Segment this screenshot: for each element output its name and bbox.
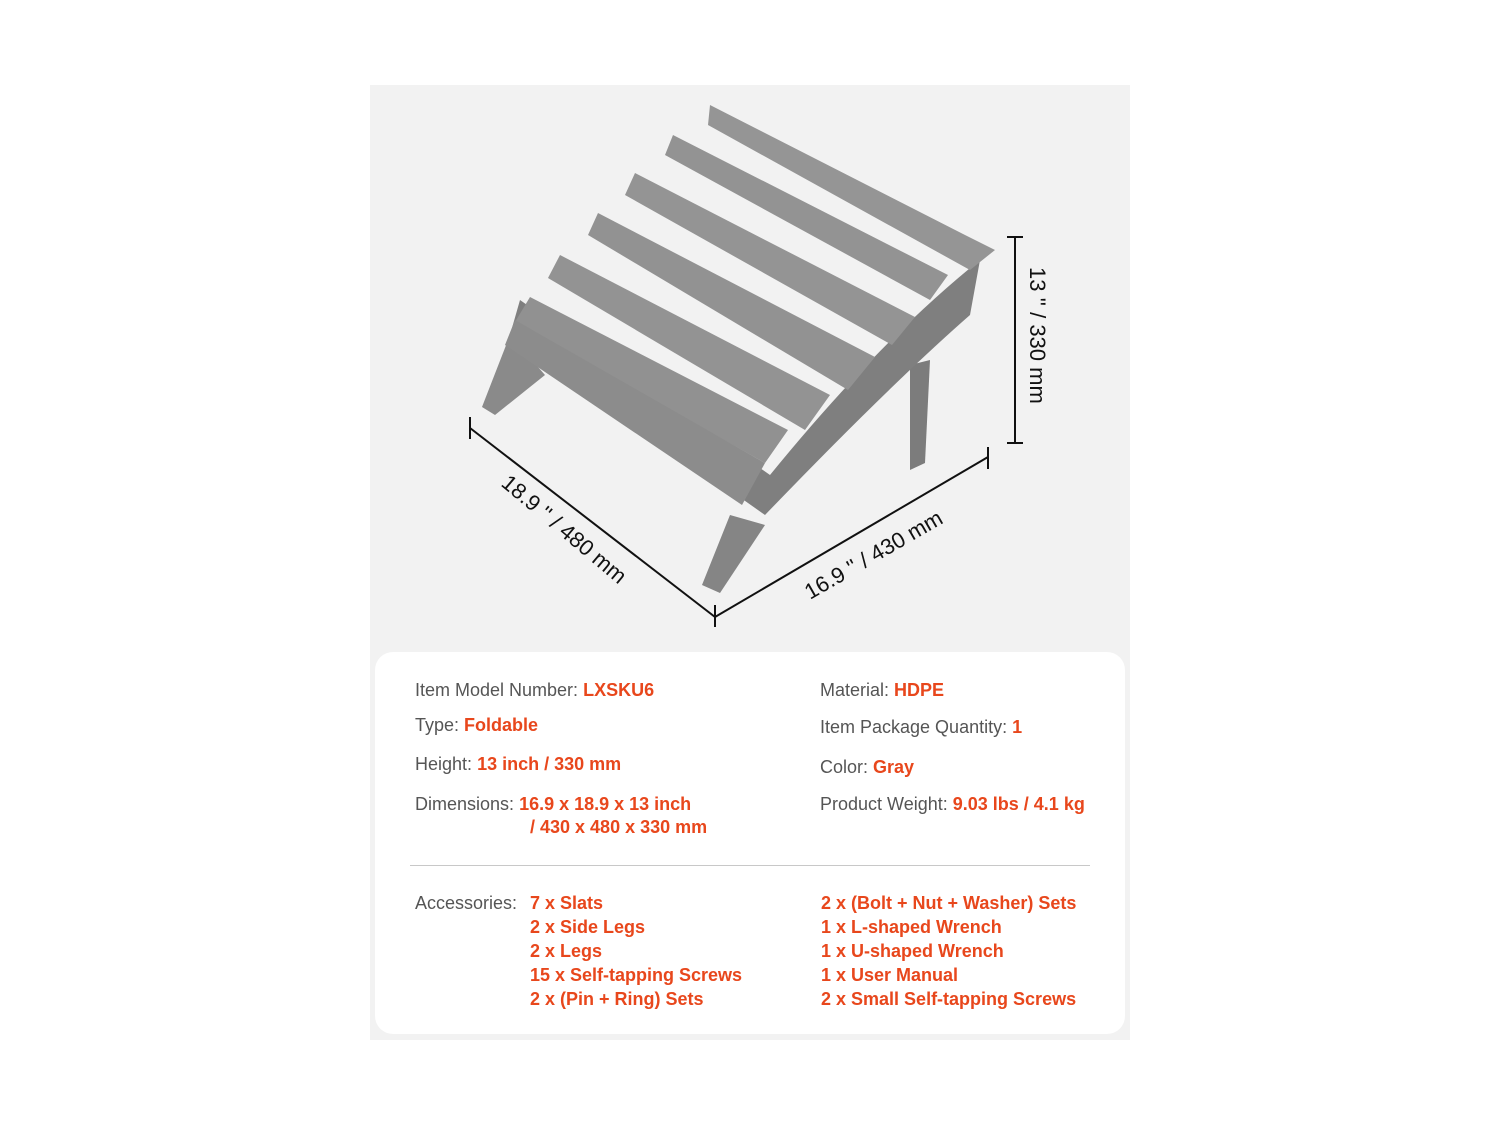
accessory-item: 7 x Slats xyxy=(530,893,604,913)
product-panel xyxy=(370,85,1130,1040)
spec-weight-label: Product Weight: xyxy=(820,794,948,814)
length-dimension-label: 18.9 '' / 480 mm xyxy=(496,469,632,589)
front-leg-right xyxy=(910,360,930,470)
width-dimension-label: 16.9 '' / 430 mm xyxy=(800,505,947,605)
accessory-item: 2 x (Bolt + Nut + Washer) Sets xyxy=(821,893,1077,913)
spec-dimensions-label: Dimensions: xyxy=(415,794,515,814)
divider xyxy=(410,865,1090,866)
spec-weight-value: 9.03 lbs / 4.1 kg xyxy=(952,794,1085,814)
spec-package-qty-value: 1 xyxy=(1012,717,1023,737)
spec-card xyxy=(375,652,1125,1034)
spec-type xyxy=(415,713,538,737)
accessories-list-left xyxy=(530,891,742,1011)
height-dimension-line xyxy=(1007,237,1023,443)
spec-dimensions-line2 xyxy=(530,815,707,839)
accessories-heading xyxy=(415,891,517,915)
spec-model-value: LXSKU6 xyxy=(583,680,655,700)
accessory-item: 1 x User Manual xyxy=(821,965,959,985)
spec-material-label: Material: xyxy=(820,680,890,700)
spec-material-value: HDPE xyxy=(894,680,945,700)
spec-model-label: Item Model Number: xyxy=(415,680,579,700)
accessory-item: 2 x (Pin + Ring) Sets xyxy=(530,989,704,1009)
spec-package-qty-label: Item Package Quantity: xyxy=(820,717,1008,737)
spec-height-value: 13 inch / 330 mm xyxy=(477,754,622,774)
accessories-list-right xyxy=(821,891,1076,1011)
height-dimension-label: 13 '' / 330 mm xyxy=(1025,267,1050,404)
accessory-item: 1 x U-shaped Wrench xyxy=(821,941,1004,961)
spec-color-value: Gray xyxy=(873,757,915,777)
spec-package-qty xyxy=(820,715,1022,739)
spec-material xyxy=(820,678,944,702)
spec-dimensions xyxy=(415,792,691,816)
front-leg-left xyxy=(702,515,765,593)
spec-model xyxy=(415,678,654,702)
spec-color-label: Color: xyxy=(820,757,869,777)
accessory-item: 1 x L-shaped Wrench xyxy=(821,917,1002,937)
spec-height-label: Height: xyxy=(415,754,473,774)
spec-height xyxy=(415,752,621,776)
ottoman-illustration xyxy=(370,85,1130,650)
accessory-item: 2 x Legs xyxy=(530,941,603,961)
accessory-item: 15 x Self-tapping Screws xyxy=(530,965,743,985)
spec-color xyxy=(820,755,914,779)
spec-type-value: Foldable xyxy=(464,715,539,735)
spec-dimensions-value-2: / 430 x 480 x 330 mm xyxy=(530,817,708,837)
accessory-item: 2 x Small Self-tapping Screws xyxy=(821,989,1077,1009)
accessory-item: 2 x Side Legs xyxy=(530,917,646,937)
spec-weight xyxy=(820,792,1085,816)
spec-dimensions-value: 16.9 x 18.9 x 13 inch xyxy=(519,794,692,814)
spec-type-label: Type: xyxy=(415,715,460,735)
accessories-label: Accessories: xyxy=(415,893,518,913)
